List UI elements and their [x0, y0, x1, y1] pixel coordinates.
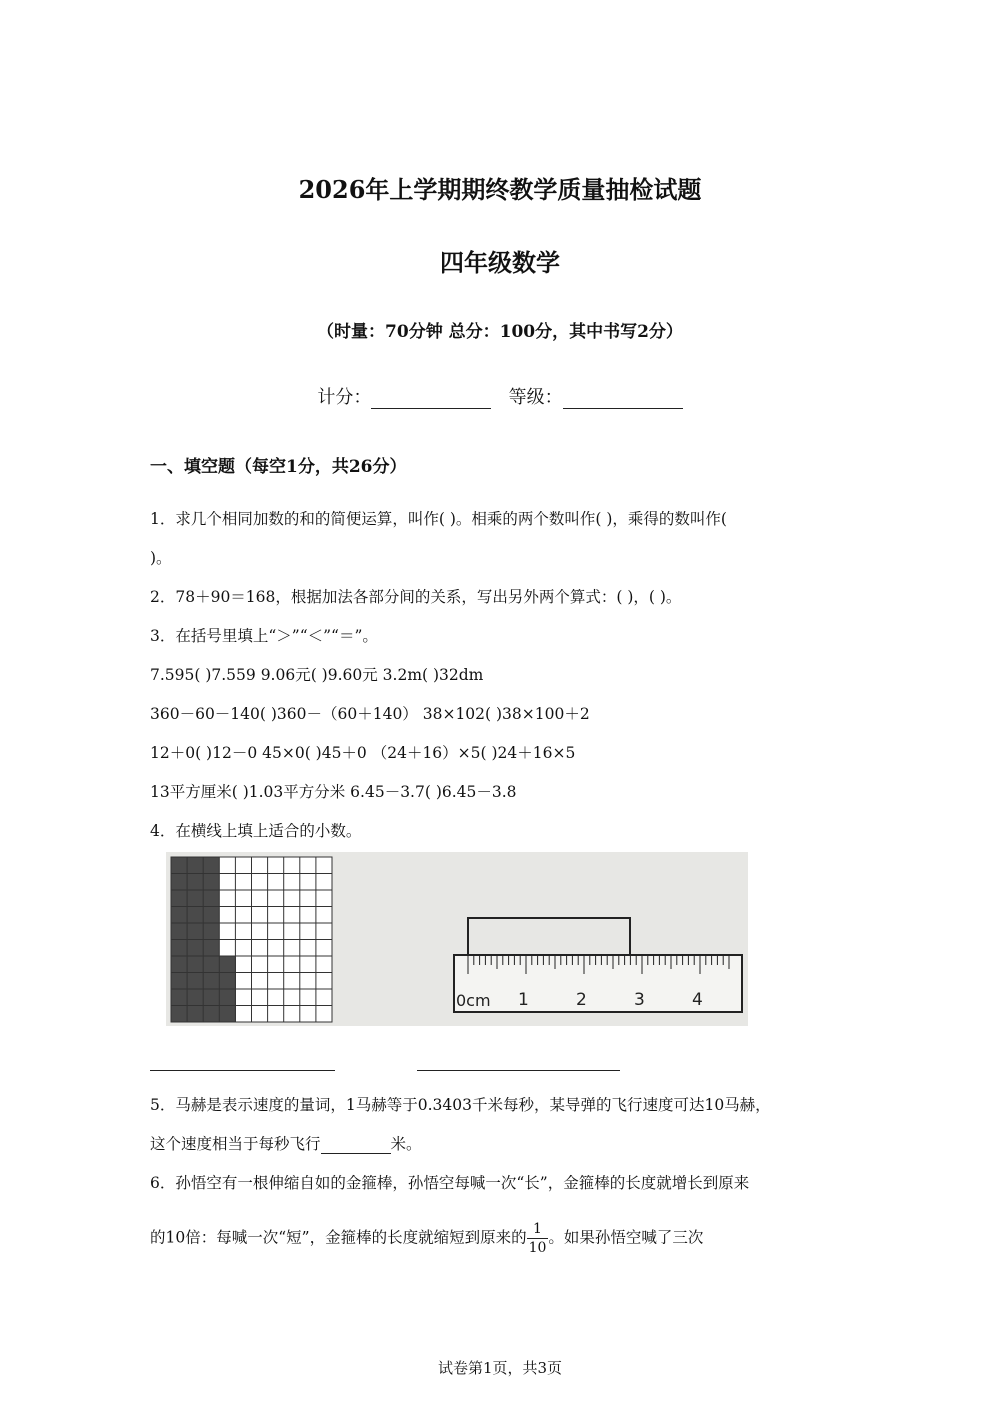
- ruler-label-4: 4: [692, 990, 703, 1010]
- question-5-text-b: 米。: [390, 1135, 422, 1153]
- fraction-one-tenth: [527, 1220, 549, 1257]
- grade-blank[interactable]: [563, 390, 683, 409]
- question-5-blank[interactable]: [321, 1135, 391, 1154]
- question-5-line-2: [150, 1132, 422, 1154]
- measured-rectangle: [468, 918, 630, 955]
- question-6-text-a: 的10倍：每喊一次“短”，金箍棒的长度就缩短到原来的: [150, 1228, 527, 1247]
- ruler-label-2: 2: [576, 990, 587, 1010]
- fraction-denominator: 10: [528, 1240, 547, 1256]
- exam-meta: （时量：70分钟 总分：100分，其中书写2分）: [317, 322, 683, 342]
- fraction-numerator: 1: [527, 1220, 549, 1239]
- ruler-label-3: 3: [634, 990, 645, 1010]
- question-2: 2．78＋90＝168，根据加法各部分间的关系，写出另外两个算式：( )，( )。: [150, 588, 682, 606]
- decimal-grid: [171, 857, 332, 1022]
- question-3-intro: 3．在括号里填上“＞”“＜”“＝”。: [150, 627, 378, 645]
- question-3-row-2: 360－60－140( )360－（60＋140） 38×102( )38×100＋2: [150, 705, 590, 723]
- ruler-unit-label: 0cm: [456, 991, 491, 1010]
- figure-svg: [166, 852, 748, 1026]
- question-3-row-1: 7.595( )7.559 9.06元( )9.60元 3.2m( )32dm: [150, 666, 484, 684]
- ruler-label-1: 1: [518, 990, 529, 1010]
- question-3-row-4: 13平方厘米( )1.03平方分米 6.45－3.7( )6.45－3.8: [150, 783, 517, 801]
- answer-blank-2[interactable]: [417, 1050, 620, 1071]
- score-label: 计分：: [317, 387, 372, 408]
- question-4: 4．在横线上填上适合的小数。: [150, 822, 362, 840]
- exam-subtitle: 四年级数学: [440, 248, 560, 277]
- ruler-figure: [454, 918, 742, 1012]
- question-5-text-a: 这个速度相当于每秒飞行: [150, 1135, 321, 1153]
- question-6-line-2: [150, 1220, 703, 1257]
- answer-blank-1[interactable]: [150, 1050, 335, 1071]
- question-1-line-1: 1．求几个相同加数的和的简便运算，叫作( )。相乘的两个数叫作( )，乘得的数叫作(: [150, 510, 727, 528]
- grade-label: 等级：: [508, 387, 563, 408]
- question-1-line-2: )。: [150, 549, 172, 567]
- page-footer: 试卷第1页，共3页: [437, 1359, 563, 1377]
- question-3-row-3: 12＋0( )12－0 45×0( )45＋0 （24＋16）×5( )24＋16×5: [150, 744, 576, 762]
- question-4-figure: [166, 852, 748, 1026]
- score-blank[interactable]: [371, 390, 491, 409]
- question-6-line-1: 6．孙悟空有一根伸缩自如的金箍棒，孙悟空每喊一次“长”，金箍棒的长度就增长到原来: [150, 1174, 750, 1192]
- score-line: [0, 383, 1000, 409]
- section-heading: 一、填空题（每空1分，共26分）: [150, 457, 407, 477]
- question-6-text-b: 。如果孙悟空喊了三次: [548, 1228, 704, 1247]
- question-5-line-1: 5．马赫是表示速度的量词，1马赫等于0.3403千米每秒，某导弹的飞行速度可达10马赫，: [150, 1096, 771, 1114]
- exam-title: 2026年上学期期终教学质量抽检试题: [298, 175, 702, 204]
